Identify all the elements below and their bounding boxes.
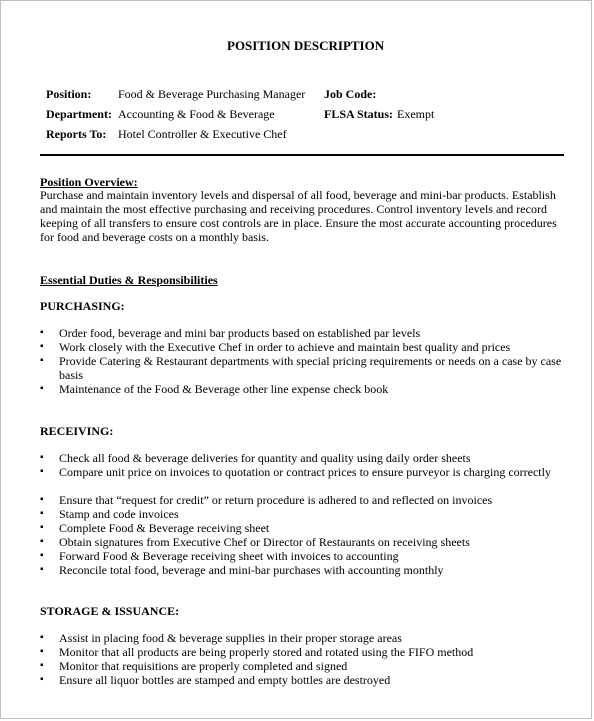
list-item: Provide Catering & Restaurant departments with special pricing requirements or needs on a case by case basis <box>59 354 562 382</box>
bullet-marker: ▪ <box>40 466 44 477</box>
department-label: Department: <box>46 107 112 121</box>
list-item: Ensure all liquor bottles are stamped and empty bottles are destroyed <box>59 673 391 687</box>
bullet-marker: ▪ <box>40 508 44 519</box>
overview-heading: Position Overview: <box>40 175 138 189</box>
bullet-marker: ▪ <box>40 674 44 685</box>
list-item: Reconcile total food, beverage and mini-bar purchases with accounting monthly <box>59 563 444 577</box>
overview-text: Purchase and maintain inventory levels and dispersal of all food, beverage and mini-bar products. Establish and maintain the most effective purchasing and receiving procedures. Control inventory levels and record keeping of all transfers to ensure cost controls are in place. Ensure the most accurate accounting procedures for food and beverage costs on a monthly basis. <box>40 188 557 244</box>
list-item: Monitor that all products are being properly stored and rotated using the FIFO method <box>59 645 474 659</box>
section-heading-storage: STORAGE & ISSUANCE: <box>40 604 180 618</box>
bullet-marker: ▪ <box>40 494 44 505</box>
reports-to-label: Reports To: <box>46 127 107 141</box>
list-item: Monitor that requisitions are properly completed and signed <box>59 659 348 673</box>
bullet-marker: ▪ <box>40 564 44 575</box>
document-title: POSITION DESCRIPTION <box>227 38 385 53</box>
list-item: Assist in placing food & beverage supplies in their proper storage areas <box>59 631 402 645</box>
flsa-status-value: Exempt <box>397 107 435 121</box>
bullet-marker: ▪ <box>40 550 44 561</box>
position-value: Food & Beverage Purchasing Manager <box>118 87 306 101</box>
department-value: Accounting & Food & Beverage <box>118 107 275 121</box>
list-item: Order food, beverage and mini bar products based on established par levels <box>59 326 421 340</box>
bullet-marker: ▪ <box>40 341 44 352</box>
flsa-status-label: FLSA Status: <box>324 107 394 121</box>
header-divider <box>40 154 564 156</box>
list-item: Check all food & beverage deliveries for quantity and quality using daily order sheets <box>59 451 471 465</box>
bullet-marker: ▪ <box>40 646 44 657</box>
job-code-label: Job Code: <box>324 87 377 101</box>
reports-to-value: Hotel Controller & Executive Chef <box>118 127 287 141</box>
list-item: Work closely with the Executive Chef in order to achieve and maintain best quality and prices <box>59 340 511 354</box>
list-item: Forward Food & Beverage receiving sheet with invoices to accounting <box>59 549 399 563</box>
list-item: Ensure that “request for credit” or return procedure is adhered to and reflected on invoices <box>59 493 493 507</box>
bullet-marker: ▪ <box>40 660 44 671</box>
list-item: Complete Food & Beverage receiving sheet <box>59 521 270 535</box>
bullet-marker: ▪ <box>40 452 44 463</box>
list-item: Obtain signatures from Executive Chef or Director of Restaurants on receiving sheets <box>59 535 470 549</box>
bullet-marker: ▪ <box>40 632 44 643</box>
bullet-marker: ▪ <box>40 536 44 547</box>
duties-heading: Essential Duties & Responsibilities <box>40 273 218 287</box>
list-item: Compare unit price on invoices to quotation or contract prices to ensure purveyor is charging correctly <box>59 465 551 479</box>
bullet-marker: ▪ <box>40 327 44 338</box>
list-item: Maintenance of the Food & Beverage other line expense check book <box>59 382 389 396</box>
section-heading-receiving: RECEIVING: <box>40 424 114 438</box>
bullet-marker: ▪ <box>40 355 44 366</box>
list-item: Stamp and code invoices <box>59 507 179 521</box>
bullet-marker: ▪ <box>40 522 44 533</box>
bullet-marker: ▪ <box>40 383 44 394</box>
section-heading-purchasing: PURCHASING: <box>40 299 125 313</box>
position-label: Position: <box>46 87 92 101</box>
